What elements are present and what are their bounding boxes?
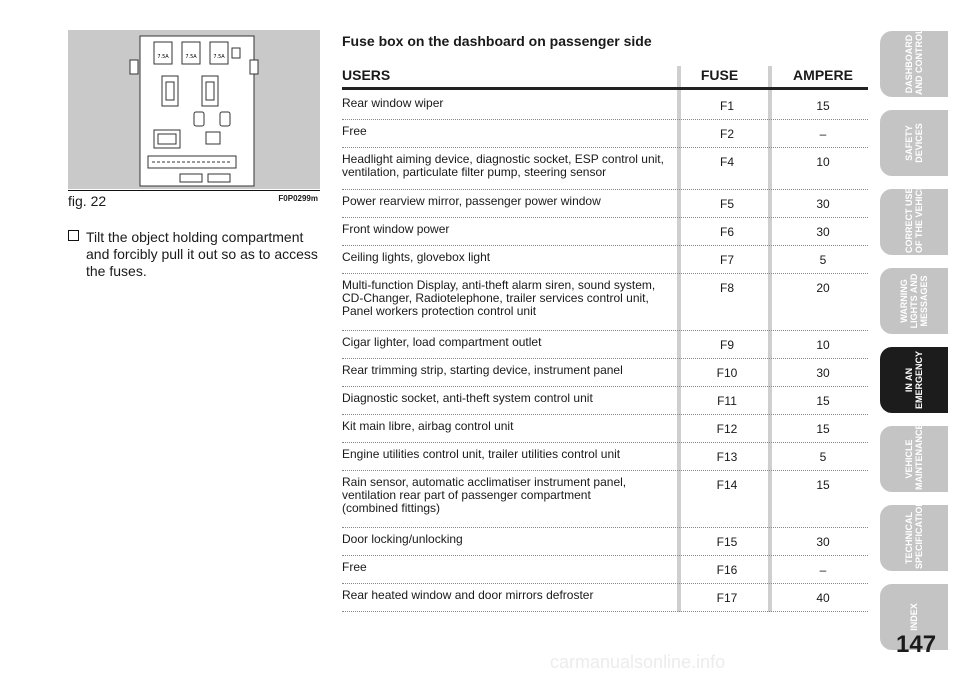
table-row [342,556,868,584]
fuse-box-illustration [68,30,320,189]
cell-fuse: F13 [716,450,738,464]
fuse-marking: 7.5A [185,54,197,60]
cell-users: Engine utilities control unit, trailer utilities control unit [342,447,621,461]
table-row [342,387,868,415]
cell-fuse: F7 [719,253,734,267]
table-row [342,120,868,148]
section-tab[interactable] [880,423,948,492]
table-row [342,359,868,387]
figure-code: F0P0299m [278,194,318,203]
cell-ampere: – [819,127,827,141]
table-header [342,66,868,90]
checkbox-bullet-icon [68,230,79,241]
section-tab[interactable] [880,494,948,571]
cell-ampere: 10 [816,338,830,352]
cell-users: Rear heated window and door mirrors defroster [342,588,594,602]
table-row [342,415,868,443]
cell-users: Rain sensor, automatic acclimatiser instrument panel, ventilation rear part of passenger compartment (combined fittings) [342,475,627,515]
table-row [342,274,868,331]
cell-ampere: 10 [816,155,830,169]
section-tab-label: IN AN EMERGENCY [904,351,924,410]
header-ampere: AMPERE [793,67,853,83]
section-tab-label: DASHBOARD AND CONTROLS [904,22,924,95]
header-users: USERS [342,67,391,83]
fuse-marking: 7.5A [213,54,225,60]
section-tab-label: VEHICLE MAINTENANCE [904,423,924,490]
page-number: 147 [896,631,937,658]
cell-ampere: 30 [816,225,830,239]
cell-ampere: 5 [819,253,827,267]
section-tab[interactable] [880,268,948,334]
cell-fuse: F10 [716,366,738,380]
header-fuse: FUSE [700,67,739,83]
cell-ampere: 30 [816,197,830,211]
cell-ampere: 15 [816,99,830,113]
cell-ampere: – [819,563,827,577]
cell-fuse: F15 [716,535,738,549]
cell-users: Ceiling lights, glovebox light [342,250,491,264]
cell-ampere: 30 [816,535,830,549]
figure-label: fig. 22 [68,193,107,209]
cell-ampere: 20 [816,281,830,295]
table-row [342,92,868,120]
fuse-table-body [342,92,868,612]
cell-fuse: F4 [719,155,734,169]
table-row [342,584,868,612]
cell-users: Cigar lighter, load compartment outlet [342,335,542,349]
table-row [342,528,868,556]
table-row [342,148,868,190]
fuse-marking: 7.5A [157,54,169,60]
table-row [342,471,868,528]
figure-caption [68,190,320,208]
table-row [342,218,868,246]
cell-users: Diagnostic socket, anti-theft system control unit [342,391,593,405]
table-row [342,190,868,218]
cell-users: Free [342,560,367,574]
cell-fuse: F17 [716,591,738,605]
instruction-text: Tilt the object holding compartment and forcibly pull it out so as to access the fuses. [86,229,318,279]
cell-fuse: F14 [716,478,738,492]
cell-fuse: F8 [719,281,734,295]
section-tab-label: TECHNICAL SPECIFICATIONS [904,494,924,569]
cell-ampere: 40 [816,591,830,605]
cell-users: Multi-function Display, anti-theft alarm siren, sound system, CD-Changer, Radiotelephone, trailer services control unit, Panel workers protection control unit [342,278,656,318]
cell-ampere: 5 [819,450,827,464]
section-tab[interactable] [880,178,948,255]
section-tab[interactable] [880,347,948,413]
cell-fuse: F6 [719,225,734,239]
section-tab-label: WARNING LIGHTS AND MESSAGES [899,273,929,329]
cell-fuse: F12 [716,422,738,436]
cell-users: Door locking/unlocking [342,532,463,546]
cell-fuse: F11 [717,394,737,408]
section-tab-label: INDEX [909,603,919,631]
table-row [342,246,868,274]
instruction-item [68,229,324,280]
cell-fuse: F1 [719,99,734,113]
table-row [342,331,868,359]
section-tab-label: SAFETY DEVICES [904,123,924,163]
fuse-box-figure [68,30,320,189]
cell-users: Headlight aiming device, diagnostic socket, ESP control unit, ventilation, particulate filter pump, steering sensor [342,152,664,179]
cell-fuse: F16 [716,563,738,577]
cell-users: Kit main libre, airbag control unit [342,419,514,433]
cell-users: Rear window wiper [342,96,444,110]
cell-fuse: F9 [719,338,734,352]
cell-users: Rear trimming strip, starting device, instrument panel [342,363,623,377]
section-tab-label: CORRECT USE OF THE VEHICLE [904,178,924,253]
fuse-slot-top [154,42,240,64]
cell-ampere: 15 [816,422,830,436]
cell-users: Front window power [342,222,450,236]
cell-users: Free [342,124,367,138]
cell-fuse: F2 [719,127,734,141]
section-tab[interactable] [880,110,948,176]
cell-ampere: 30 [816,366,830,380]
watermark: carmanualsonline.info [550,652,726,672]
cell-users: Power rearview mirror, passenger power window [342,194,601,208]
cell-ampere: 15 [816,394,830,408]
cell-fuse: F5 [719,197,734,211]
section-tab[interactable] [880,22,948,97]
table-title: Fuse box on the dashboard on passenger side [342,33,652,49]
cell-ampere: 15 [816,478,830,492]
table-row [342,443,868,471]
